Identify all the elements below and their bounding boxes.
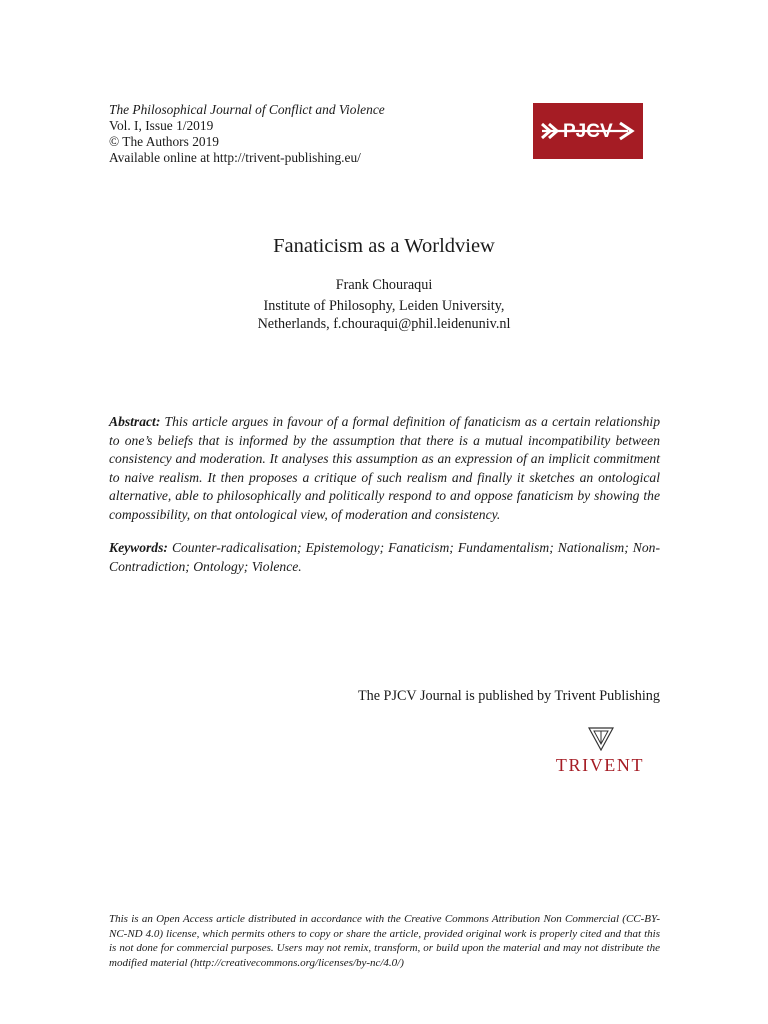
availability-line: Available online at http://trivent-publishing.eu/ — [109, 150, 361, 165]
article-title: Fanaticism as a Worldview — [273, 235, 495, 257]
license-notice: This is an Open Access article distributed in accordance with the Creative Commons Attribution Non Commercial (CC-BY-NC-ND 4.0) license, which permits others to copy or share the article, provided original work is properly cited and that this is not done for commercial purposes. Users may not remix, transform, or build upon the material and may not distribute the modified material (http://creativecommons.org/licenses/by-nc/4.0/) — [109, 913, 660, 969]
pjcv-logo — [533, 103, 643, 159]
affiliation-line-2: Netherlands, f.chouraqui@phil.leidenuniv.nl — [257, 316, 511, 332]
article-author: Frank Chouraqui — [335, 277, 433, 293]
abstract-text: This article argues in favour of a formal definition of fanaticism as a certain relationship to one’s beliefs that is informed by the assumption that there is a mutual incompatibility between consistency and moderation. It analyses this assumption as an expression of an implicit commitment to naive realism. It then proposes a critique of such realism and finally it sketches an ontological alternative, able to philosophically and politically respond to and oppose fanaticism by showing the compossibility, on that ontological view, of moderation and consistency. — [109, 414, 660, 522]
copyright-line: © The Authors 2019 — [109, 134, 219, 149]
journal-name: The Philosophical Journal of Conflict and Violence — [109, 102, 385, 117]
publisher-statement: The PJCV Journal is published by Trivent Publishing — [357, 688, 660, 704]
abstract-label: Abstract: — [109, 414, 161, 429]
journal-header — [109, 102, 489, 166]
trivent-wordmark: TRIVENT — [555, 755, 645, 775]
volume-issue: Vol. I, Issue 1/2019 — [109, 118, 214, 133]
logo-text: PJCV — [563, 121, 613, 142]
author-affiliation — [0, 297, 768, 333]
keywords-label: Keywords: — [109, 540, 168, 555]
keywords-section — [109, 539, 660, 576]
abstract-section — [109, 413, 660, 524]
keywords-text: Counter-radicalisation; Epistemology; Fanaticism; Fundamentalism; Nationalism; Non-Contradiction; Ontology; Violence. — [109, 540, 660, 574]
arrow-logo-icon — [538, 113, 638, 149]
affiliation-line-1: Institute of Philosophy, Leiden University, — [263, 298, 505, 314]
triangle-logo-icon — [588, 727, 614, 751]
trivent-logo — [541, 727, 659, 777]
